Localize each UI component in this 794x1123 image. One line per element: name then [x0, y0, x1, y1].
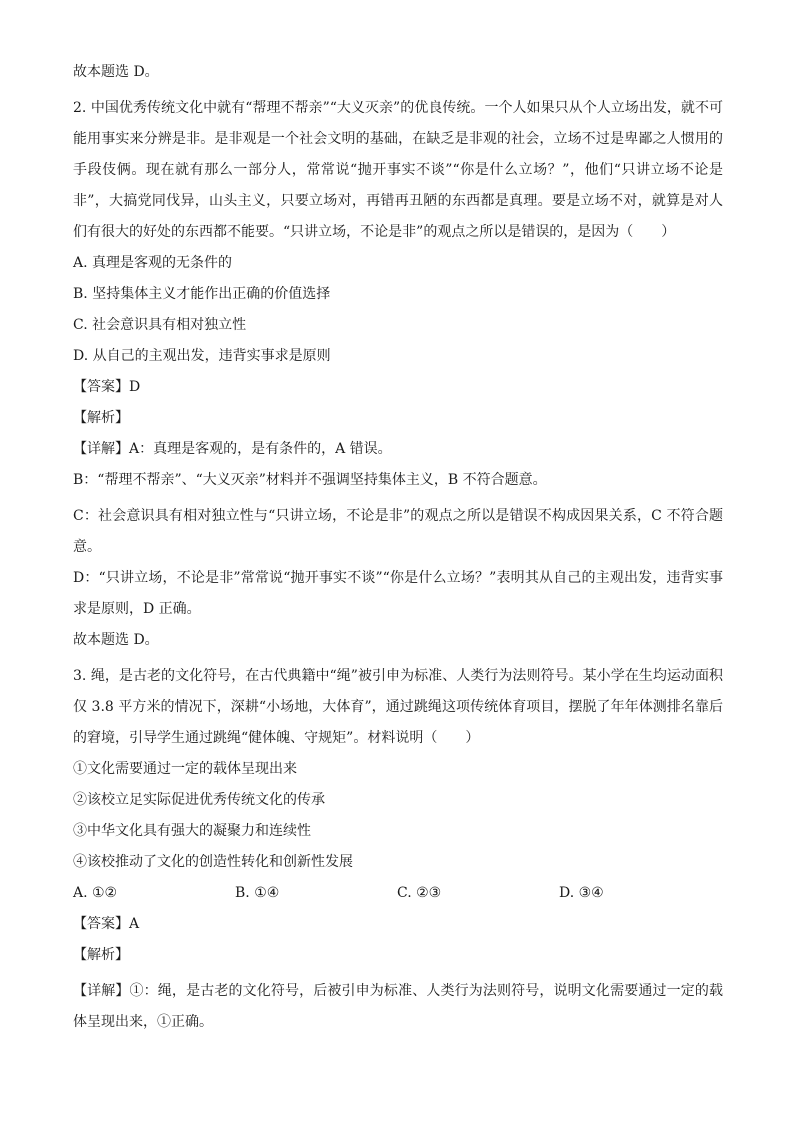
q2-option-b: B. 坚持集体主义才能作出正确的价值选择 [73, 286, 331, 302]
document-page [73, 62, 723, 1038]
q2-answer: 【答案】D [73, 379, 141, 395]
q2-detail-c: C：社会意识具有相对独立性与“只讲立场，不论是非”的观点之所以是错误不构成因果关系，C 不符合题意。 [73, 508, 723, 555]
q3-statement-4: ④该校推动了文化的创造性转化和创新性发展 [73, 854, 353, 870]
q3-options-row [73, 883, 723, 914]
q2-conclusion: 故本题选 D。 [73, 632, 159, 648]
conclusion-q1: 故本题选 D。 [73, 64, 159, 80]
q3-analysis-heading: 【解析】 [73, 947, 129, 963]
q2-detail-d: D：“只讲立场，不论是非”常常说“抛开事实不谈”“你是什么立场？”表明其从自己的主观出发，违背实事求是原则，D 正确。 [73, 570, 723, 617]
q2-option-d: D. 从自己的主观出发，违背实事求是原则 [73, 348, 331, 364]
question-2-stem: 2. 中国优秀传统文化中就有“帮理不帮亲”“大义灭亲”的优良传统。一个人如果只从个人立场出发，就不可能用事实来分辨是非。是非观是一个社会文明的基础，在缺乏是非观的社会，立场不过是卑鄙之人惯用的手段伎俩。现在就有那么一部分人，常常说“抛开事实不谈”“你是什么立场？”，他们“只讲立场不论是非”，大搞党同伐异，山头主义，只要立场对，再错再丑陋的东西都是真理。要是立场不对，就算是对人们有很大的好处的东西都不能要。“只讲立场，不论是非”的观点之所以是错误的，是因为（ ） [73, 100, 723, 240]
q3-option-d: D. ③④ [559, 885, 604, 901]
q3-option-a: A. ①② [73, 885, 118, 901]
q3-answer: 【答案】A [73, 916, 140, 932]
q3-option-b: B. ①④ [235, 885, 280, 901]
q3-statement-3: ③中华文化具有强大的凝聚力和连续性 [73, 823, 311, 839]
question-3-stem: 3. 绳，是古老的文化符号，在古代典籍中“绳”被引申为标准、人类行为法则符号。某小学在生均运动面积仅 3.8 平方米的情况下，深耕“小场地，大体育”，通过跳绳这项传统体育项目，摆脱了年年体测排名靠后的窘境，引导学生通过跳绳“健体魄、守规矩”。材料说明（ ） [73, 668, 723, 746]
q2-detail-a: 【详解】A：真理是客观的，是有条件的，A 错误。 [73, 441, 392, 457]
q2-option-c: C. 社会意识具有相对独立性 [73, 317, 247, 333]
q3-option-c: C. ②③ [397, 885, 442, 901]
q3-statement-2: ②该校立足实际促进优秀传统文化的传承 [73, 792, 325, 808]
q2-detail-b: B：“帮理不帮亲”、“大义灭亲”材料并不强调坚持集体主义，B 不符合题意。 [73, 472, 547, 488]
q2-analysis-heading: 【解析】 [73, 410, 129, 426]
q3-statement-1: ①文化需要通过一定的载体呈现出来 [73, 761, 297, 777]
q2-option-a: A. 真理是客观的无条件的 [73, 255, 233, 271]
q3-detail: 【详解】①：绳，是古老的文化符号，后被引申为标准、人类行为法则符号，说明文化需要通过一定的载体呈现出来，①正确。 [73, 983, 723, 1030]
